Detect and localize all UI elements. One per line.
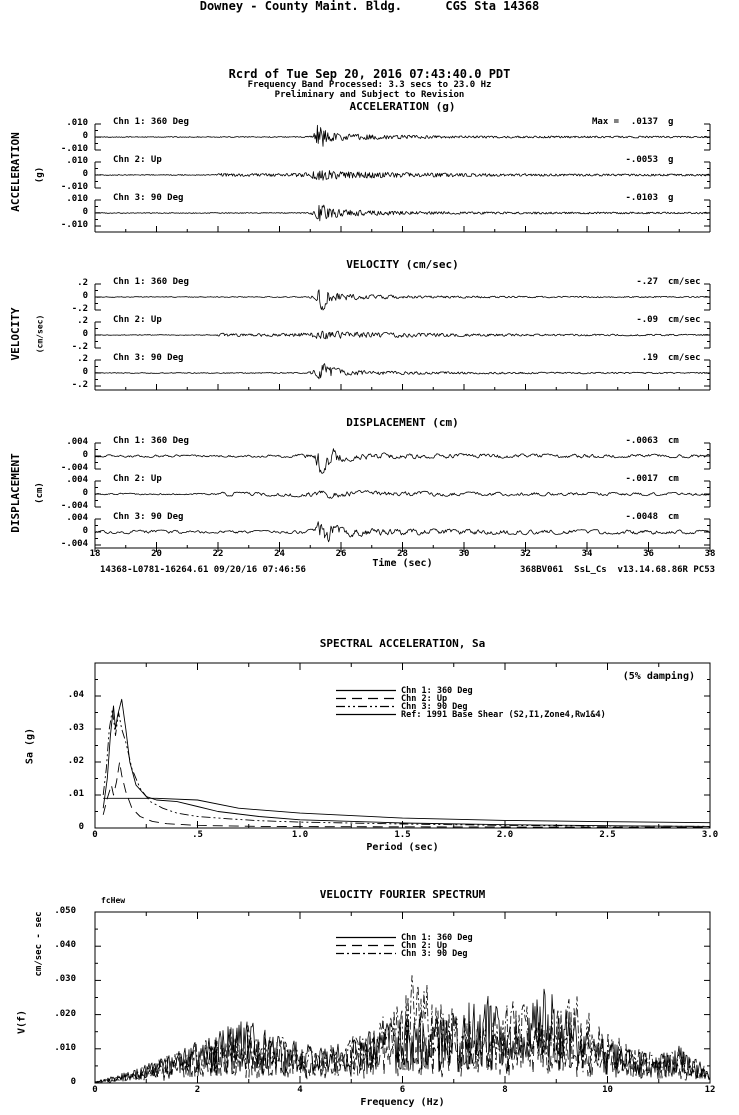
max-value: -.0103 — [625, 193, 658, 203]
acceleration-panel-title: ACCELERATION (g) — [349, 100, 456, 113]
time-axis-label: Time (sec) — [372, 558, 433, 569]
max-unit: cm — [668, 436, 679, 446]
fourier-x-tick-label: 4 — [297, 1085, 303, 1095]
scale-label-top: .004 — [66, 437, 88, 447]
legend-entry-label: Chn 1: 360 Deg — [401, 933, 473, 943]
displacement-panel-title: DISPLACEMENT (cm) — [346, 416, 459, 429]
scale-label-bottom: -.2 — [71, 342, 88, 352]
fourier-y-tick-label: .020 — [54, 1008, 76, 1019]
acceleration-axis-unit: (g) — [35, 166, 46, 184]
time-tick-label: 18 — [89, 549, 101, 559]
sa-plot-title: SPECTRAL ACCELERATION, Sa — [319, 637, 486, 650]
legend-line-sample — [335, 710, 397, 719]
time-tick-label: 24 — [274, 549, 285, 559]
max-value: -.0017 — [625, 474, 658, 484]
sa-x-tick-label: 1.5 — [394, 830, 411, 840]
time-tick-label: 26 — [335, 549, 347, 559]
max-unit: cm — [668, 512, 679, 522]
fourier-y-axis-units: cm/sec - sec — [34, 911, 45, 977]
fourier-y-tick-label: .040 — [54, 940, 76, 951]
fourier-corner-note: fcHew — [101, 896, 126, 905]
sa-x-axis-label: Period (sec) — [366, 842, 439, 853]
max-unit: g — [668, 193, 674, 203]
scale-label-top: .004 — [66, 513, 88, 523]
footer-processing-id: 368BV061 SsL_Cs v13.14.68.86R PC53 — [520, 565, 716, 575]
legend-line-sample — [335, 949, 397, 958]
time-tick-label: 20 — [151, 549, 162, 559]
fourier-y-tick-label: .010 — [54, 1042, 76, 1053]
scale-label-zero: 0 — [82, 131, 88, 141]
max-unit: g — [668, 155, 674, 165]
scale-label-bottom: -.010 — [60, 220, 88, 230]
max-unit: cm/sec — [668, 353, 701, 363]
max-unit: cm/sec — [668, 315, 701, 325]
preliminary-note: Preliminary and Subject to Revision — [274, 90, 465, 100]
record-datetime: Rcrd of Tue Sep 20, 2016 07:43:40.0 PDT — [228, 67, 511, 81]
fourier-x-tick-label: 0 — [92, 1085, 98, 1095]
legend-entry-label: Chn 3: 90 Deg — [401, 702, 468, 712]
scale-label-bottom: -.2 — [71, 380, 88, 390]
scale-label-bottom: -.004 — [60, 463, 88, 473]
scale-label-zero: 0 — [82, 450, 88, 460]
channel-label: Chn 3: 90 Deg — [113, 193, 184, 203]
scale-label-zero: 0 — [82, 488, 88, 498]
sa-damping-note: (5% damping) — [622, 671, 695, 682]
fourier-x-tick-label: 2 — [194, 1085, 201, 1095]
sa-y-tick-label: .02 — [67, 756, 84, 766]
time-tick-label: 22 — [212, 549, 224, 559]
channel-label: Chn 2: Up — [113, 315, 162, 325]
channel-label: Chn 1: 360 Deg — [113, 277, 189, 287]
scale-label-top: .2 — [77, 354, 88, 364]
station-title: Downey - County Maint. Bldg. CGS Sta 14368 — [199, 0, 540, 13]
sa-x-tick-label: 2.5 — [599, 830, 616, 840]
time-tick-label: 30 — [458, 549, 470, 559]
scale-label-bottom: -.010 — [60, 182, 88, 192]
max-value: .19 — [641, 353, 658, 363]
max-value: -.0063 — [625, 436, 658, 446]
max-value: -.09 — [636, 315, 658, 325]
scale-label-zero: 0 — [82, 526, 88, 536]
legend-entry-label: Ref: 1991 Base Shear (S2,I1,Zone4,Rw1&4) — [401, 710, 606, 720]
channel-label: Chn 1: 360 Deg — [113, 117, 189, 127]
max-value: -.0048 — [625, 512, 658, 522]
velocity-axis-unit: (cm/sec) — [35, 314, 45, 354]
time-tick-label: 28 — [397, 549, 408, 559]
channel-label: Chn 1: 360 Deg — [113, 436, 189, 446]
velocity-panel-title: VELOCITY (cm/sec) — [346, 258, 459, 271]
sa-y-tick-label: .03 — [67, 723, 84, 733]
time-tick-label: 36 — [643, 549, 654, 559]
fourier-x-tick-label: 6 — [399, 1085, 406, 1095]
scale-label-bottom: -.2 — [71, 304, 88, 314]
fourier-legend-entry — [335, 949, 635, 958]
displacement-axis-label: DISPLACEMENT — [8, 453, 22, 533]
max-value: -.27 — [636, 277, 658, 287]
sa-y-tick-label: .04 — [67, 690, 84, 700]
sa-y-tick-label: .01 — [67, 789, 84, 799]
fourier-plot-title: VELOCITY FOURIER SPECTRUM — [319, 888, 486, 901]
frequency-band-note: Frequency Band Processed: 3.3 secs to 23.0 Hz — [247, 80, 492, 90]
max-unit: cm/sec — [668, 277, 701, 287]
scale-label-top: .2 — [77, 316, 88, 326]
sa-x-tick-label: 3.0 — [701, 830, 719, 840]
scale-label-top: .010 — [66, 156, 88, 166]
fourier-y-tick-label: 0 — [70, 1077, 76, 1087]
time-tick-label: 32 — [520, 549, 531, 559]
displacement-axis-unit: (cm) — [35, 482, 46, 504]
scale-label-top: .2 — [77, 278, 88, 288]
sa-x-tick-label: .5 — [192, 830, 203, 840]
scale-label-bottom: -.004 — [60, 539, 88, 549]
fourier-x-tick-label: 12 — [704, 1085, 716, 1095]
max-value: -.0053 — [625, 155, 658, 165]
sa-y-axis-label: Sa (g) — [24, 727, 36, 765]
legend-entry-label: Chn 1: 360 Deg — [401, 686, 473, 696]
sa-x-tick-label: 0 — [92, 830, 98, 840]
sa-legend-entry — [335, 710, 695, 719]
velocity-axis-label: VELOCITY — [8, 307, 22, 361]
scale-label-bottom: -.010 — [60, 144, 88, 154]
channel-label: Chn 2: Up — [113, 155, 162, 165]
fourier-x-tick-label: 10 — [602, 1085, 613, 1095]
fourier-y-tick-label: .030 — [54, 974, 76, 985]
fourier-y-axis-label: V(f) — [16, 1009, 28, 1035]
scale-label-zero: 0 — [82, 291, 88, 301]
legend-entry-label: Chn 2: Up — [401, 941, 448, 951]
legend-entry-label: Chn 2: Up — [401, 694, 448, 704]
max-prefix: Max = — [592, 117, 620, 127]
time-tick-label: 34 — [581, 549, 593, 559]
sa-y-tick-label: 0 — [78, 822, 84, 832]
sa-x-tick-label: 2.0 — [496, 830, 514, 840]
max-unit: g — [668, 117, 674, 127]
channel-label: Chn 3: 90 Deg — [113, 353, 184, 363]
fourier-x-axis-label: Frequency (Hz) — [360, 1097, 445, 1108]
fourier-x-tick-label: 8 — [502, 1085, 508, 1095]
sa-x-tick-label: 1.0 — [291, 830, 309, 840]
fourier-y-tick-label: .050 — [54, 906, 76, 916]
channel-label: Chn 3: 90 Deg — [113, 512, 184, 522]
scale-label-bottom: -.004 — [60, 501, 88, 511]
scale-label-zero: 0 — [82, 329, 88, 339]
channel-label: Chn 2: Up — [113, 474, 162, 484]
scale-label-top: .004 — [66, 475, 88, 485]
max-unit: cm — [668, 474, 679, 484]
scale-label-zero: 0 — [82, 367, 88, 377]
max-value: .0137 — [630, 117, 658, 127]
scale-label-top: .010 — [66, 118, 88, 128]
scale-label-top: .010 — [66, 194, 88, 204]
legend-entry-label: Chn 3: 90 Deg — [401, 949, 468, 959]
footer-record-id: 14368-L0781-16264.61 09/20/16 07:46:56 — [100, 565, 306, 575]
acceleration-axis-label: ACCELERATION — [8, 132, 22, 212]
scale-label-zero: 0 — [82, 169, 88, 179]
scale-label-zero: 0 — [82, 207, 88, 217]
time-tick-label: 38 — [704, 549, 716, 559]
